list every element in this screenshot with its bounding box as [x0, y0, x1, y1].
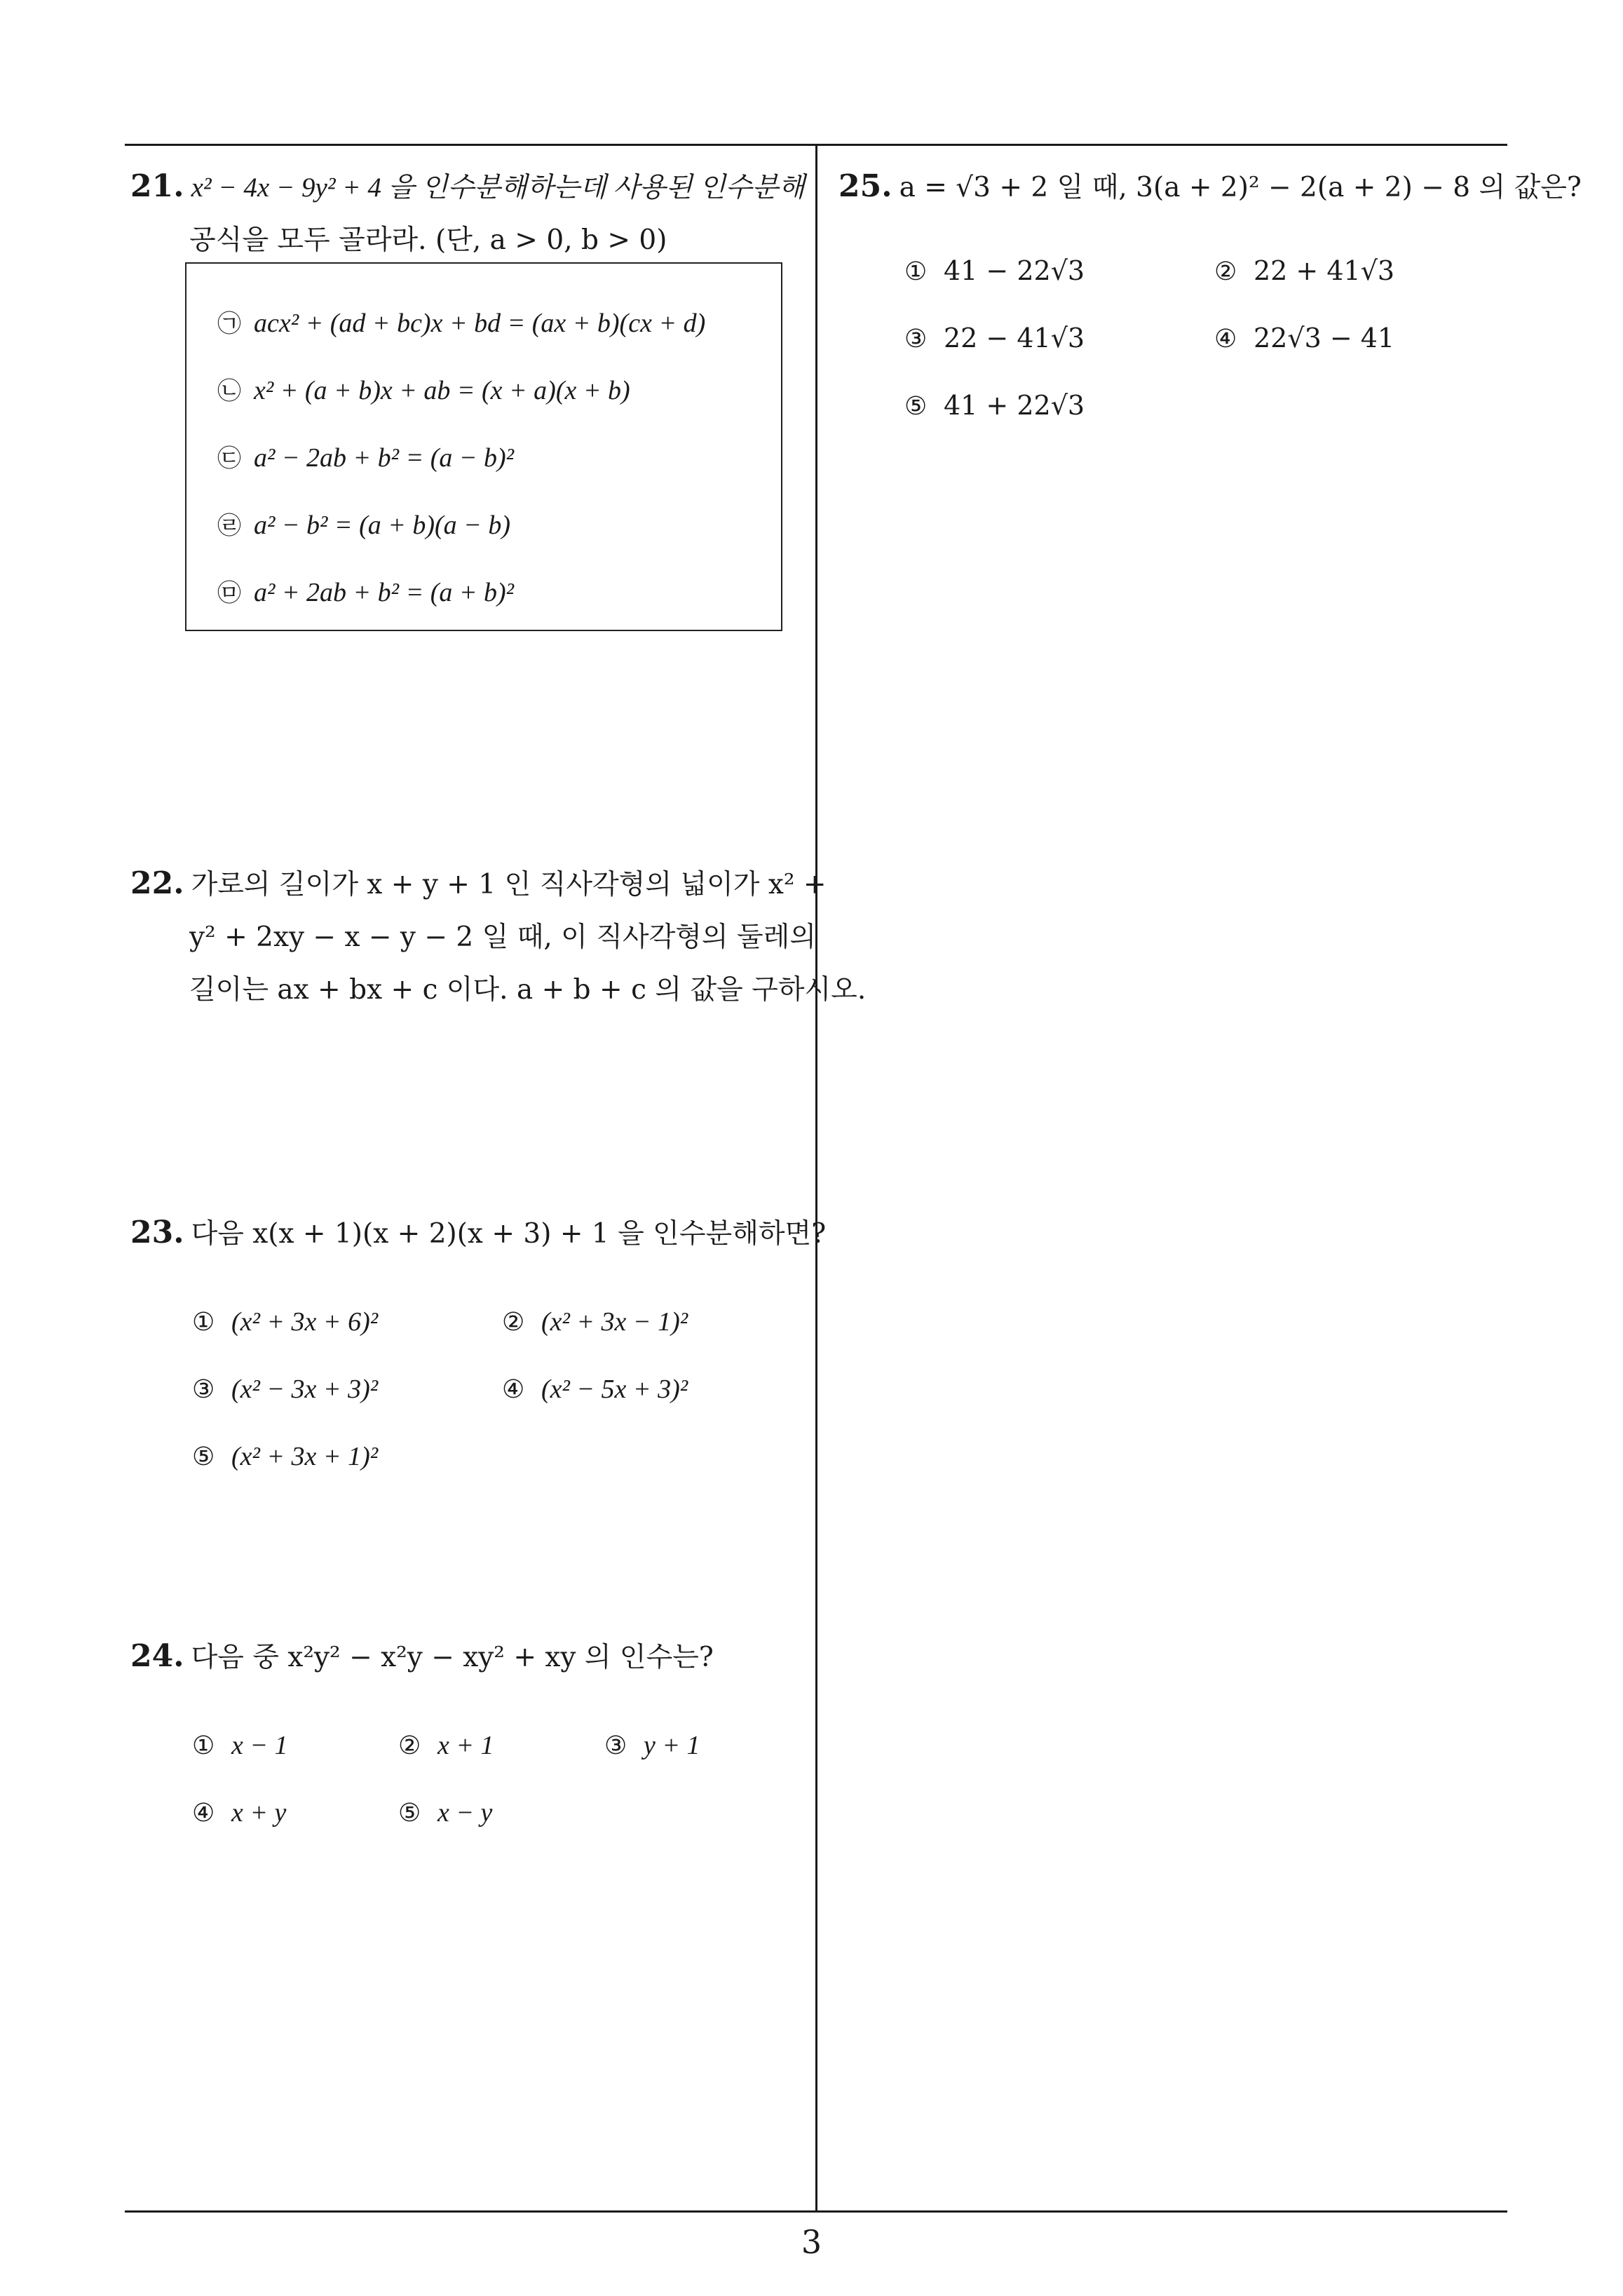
question-24-line-1 [130, 1630, 803, 1684]
q25-choice-5-text: 41 + 22√3 [944, 390, 1085, 421]
formula-2-mark: ㉡ [217, 377, 241, 405]
formula-4-mark: ㉣ [217, 512, 241, 540]
q25-choice-1[interactable] [904, 255, 1085, 286]
q23-choice-2[interactable] [502, 1306, 688, 1337]
q23-choice-1[interactable] [192, 1306, 378, 1337]
question-21-number: 21. [130, 168, 184, 204]
formula-5-mark: ㉤ [217, 579, 241, 607]
formula-1-text: acx² + (ad + bc)x + bd = (ax + b)(cx + d) [254, 309, 706, 338]
formula-5-text: a² + 2ab + b² = (a + b)² [254, 578, 515, 607]
q25-choice-3[interactable] [904, 323, 1085, 353]
question-22-text-1: 가로의 길이가 x + y + 1 인 직사각형의 넓이가 x² + [191, 869, 827, 900]
q25-choice-2-mark: ② [1214, 257, 1237, 286]
q24-choice-1-mark: ① [192, 1731, 215, 1760]
q23-choice-5-mark: ⑤ [192, 1443, 215, 1471]
formula-2-text: x² + (a + b)x + ab = (x + a)(x + b) [254, 376, 630, 405]
q24-choice-3[interactable] [604, 1729, 700, 1761]
question-21 [130, 160, 803, 266]
question-22-line-3: 길이는 ax + bx + c 이다. a + b + c 의 값을 구하시오. [189, 974, 867, 1006]
q25-choice-3-text: 22 − 41√3 [944, 323, 1085, 353]
q23-choice-1-mark: ① [192, 1308, 215, 1337]
q23-choice-5[interactable] [192, 1440, 378, 1472]
question-25-text: a = √3 + 2 일 때, 3(a + 2)² − 2(a + 2) − 8 의 값은? [899, 172, 1582, 203]
question-22-number: 22. [130, 865, 184, 901]
question-23-number: 23. [130, 1215, 184, 1250]
formula-box [185, 262, 782, 631]
q23-choice-1-text: (x² + 3x + 6)² [231, 1307, 379, 1337]
q24-choice-1-text: x − 1 [231, 1731, 288, 1760]
q23-choice-3-mark: ③ [192, 1375, 215, 1404]
q23-choice-3-text: (x² − 3x + 3)² [231, 1375, 379, 1404]
q23-choice-2-text: (x² + 3x − 1)² [541, 1307, 688, 1337]
q25-choice-2-text: 22 + 41√3 [1254, 255, 1395, 286]
formula-4-text: a² − b² = (a + b)(a − b) [254, 511, 510, 540]
question-24-number: 24. [130, 1638, 184, 1674]
question-25-number: 25. [838, 168, 892, 204]
formula-1-mark: ㉠ [217, 310, 241, 338]
q24-choice-5-mark: ⑤ [398, 1799, 421, 1828]
q23-choice-4[interactable] [502, 1373, 688, 1405]
formula-5 [217, 574, 514, 608]
page-number: 3 [801, 2223, 822, 2261]
formula-3 [217, 439, 514, 473]
q25-choice-4-text: 22√3 − 41 [1254, 323, 1395, 353]
q24-choice-4-mark: ④ [192, 1799, 215, 1828]
bottom-rule [125, 2210, 1507, 2213]
question-25 [838, 160, 1582, 214]
q24-choice-5-text: x − y [437, 1798, 493, 1828]
question-24 [130, 1630, 803, 1684]
question-23-line-1 [130, 1206, 827, 1260]
q25-choice-4-mark: ④ [1214, 325, 1237, 353]
q23-choice-4-text: (x² − 5x + 3)² [541, 1375, 688, 1404]
q23-choice-2-mark: ② [502, 1308, 525, 1337]
q24-choice-2-mark: ② [398, 1731, 421, 1760]
q24-choice-3-mark: ③ [604, 1731, 627, 1760]
q24-choice-3-text: y + 1 [644, 1731, 700, 1760]
q23-choice-3[interactable] [192, 1373, 378, 1405]
column-divider [815, 144, 817, 2213]
q24-choice-2[interactable] [398, 1729, 494, 1761]
q25-choice-4[interactable] [1214, 323, 1394, 353]
formula-2 [217, 372, 630, 406]
formula-1 [217, 304, 705, 339]
question-22-line-1 [130, 857, 827, 911]
question-21-line-2: 공식을 모두 골라라. (단, a > 0, b > 0) [189, 224, 667, 256]
q25-choice-5-mark: ⑤ [904, 392, 928, 421]
formula-3-text: a² − 2ab + b² = (a − b)² [254, 443, 515, 473]
q25-choice-2[interactable] [1214, 255, 1394, 286]
q23-choice-5-text: (x² + 3x + 1)² [231, 1442, 379, 1471]
question-24-text: 다음 중 x²y² − x²y − xy² + xy 의 인수는? [191, 1642, 714, 1673]
q25-choice-1-mark: ① [904, 257, 928, 286]
question-21-line-1 [130, 160, 803, 214]
formula-4 [217, 506, 510, 541]
question-25-line-1 [838, 160, 1582, 214]
question-23 [130, 1206, 827, 1260]
question-21-text-1: x² − 4x − 9y² + 4 을 인수분해하는데 사용된 인수분해 [191, 173, 805, 203]
q25-choice-1-text: 41 − 22√3 [944, 255, 1085, 286]
q23-choice-4-mark: ④ [502, 1375, 525, 1404]
q24-choice-5[interactable] [398, 1797, 492, 1828]
q24-choice-4-text: x + y [231, 1798, 287, 1828]
question-22-line-2: y² + 2xy − x − y − 2 일 때, 이 직사각형의 둘레의 [189, 921, 817, 953]
q24-choice-4[interactable] [192, 1797, 286, 1828]
formula-3-mark: ㉢ [217, 445, 241, 473]
q25-choice-3-mark: ③ [904, 325, 928, 353]
q24-choice-1[interactable] [192, 1729, 288, 1761]
q24-choice-2-text: x + 1 [437, 1731, 494, 1760]
question-22 [130, 857, 867, 1016]
question-23-text: 다음 x(x + 1)(x + 2)(x + 3) + 1 을 인수분해하면? [191, 1218, 827, 1250]
q25-choice-5[interactable] [904, 390, 1085, 421]
